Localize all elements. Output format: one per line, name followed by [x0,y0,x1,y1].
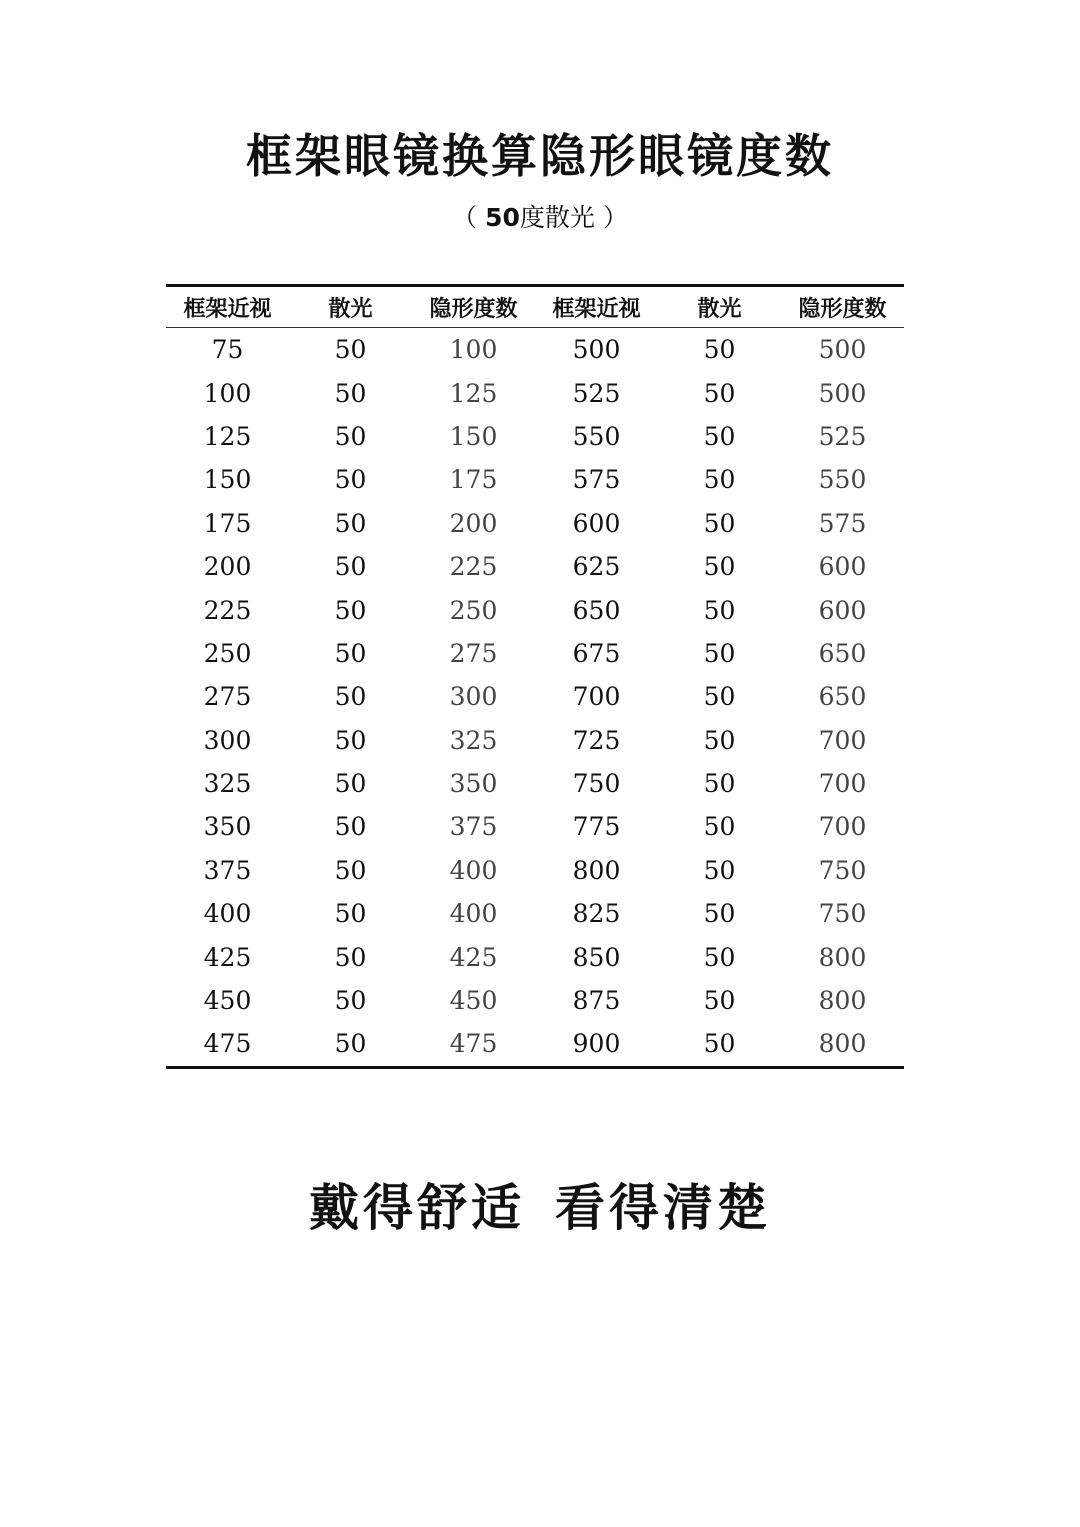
cell-astigmatism-right: 50 [703,378,736,408]
cell-contact-power-right: 650 [818,638,867,668]
conversion-table-container [166,284,904,1069]
table-row [166,675,904,718]
cell-astigmatism-right: 50 [703,595,736,625]
cell-contact-power-left: 425 [449,942,498,972]
cell-contact-power-left: 250 [449,595,498,625]
cell-astigmatism-left: 50 [334,421,367,451]
cell-astigmatism-left: 50 [334,595,367,625]
header-astigmatism-right: 散光 [658,286,781,328]
table-row [166,588,904,631]
table-body [166,328,904,1068]
cell-astigmatism-right: 50 [703,942,736,972]
cell-astigmatism-right: 50 [703,812,736,842]
slogan-part-1: 戴得舒适 [309,1178,525,1237]
cell-astigmatism-right: 50 [703,638,736,668]
cell-astigmatism-left: 50 [334,986,367,1016]
cell-contact-power-right: 500 [818,378,867,408]
table-row [166,415,904,458]
cell-astigmatism-left: 50 [289,1022,412,1067]
cell-frame-myopia-left: 400 [203,899,252,929]
cell-contact-power-right: 750 [818,855,867,885]
cell-frame-myopia-right: 675 [572,638,621,668]
cell-frame-myopia-left: 225 [203,595,252,625]
cell-astigmatism-left: 50 [334,899,367,929]
cell-frame-myopia-left: 475 [166,1022,289,1067]
cell-contact-power-left: 125 [449,378,498,408]
cell-astigmatism-right: 50 [703,465,736,495]
page-subtitle [0,196,1080,240]
cell-astigmatism-right: 50 [658,1022,781,1067]
cell-frame-myopia-left: 175 [203,508,252,538]
cell-contact-power-left: 275 [449,638,498,668]
cell-frame-myopia-left: 450 [203,986,252,1016]
cell-frame-myopia-left: 125 [203,421,252,451]
cell-astigmatism-right: 50 [703,508,736,538]
table-row [166,1022,904,1067]
cell-astigmatism-right: 50 [703,986,736,1016]
cell-astigmatism-right: 50 [703,725,736,755]
table-header-row [166,286,904,328]
cell-astigmatism-left: 50 [334,682,367,712]
cell-contact-power-right: 550 [818,465,867,495]
cell-astigmatism-left: 50 [334,769,367,799]
cell-astigmatism-left: 50 [334,552,367,582]
cell-frame-myopia-left: 150 [203,465,252,495]
cell-frame-myopia-left: 100 [203,378,252,408]
cell-frame-myopia-right: 850 [572,942,621,972]
table-row [166,892,904,935]
cell-contact-power-left: 475 [412,1022,535,1067]
cell-frame-myopia-right: 750 [572,769,621,799]
table-row [166,979,904,1022]
cell-frame-myopia-right: 875 [572,986,621,1016]
subtitle-astigmatism-value: 50 [485,203,520,232]
cell-frame-myopia-left: 300 [203,725,252,755]
table-row [166,849,904,892]
cell-astigmatism-right: 50 [703,552,736,582]
cell-contact-power-left: 150 [449,421,498,451]
cell-frame-myopia-right: 825 [572,899,621,929]
cell-contact-power-right: 525 [818,421,867,451]
cell-frame-myopia-right: 900 [535,1022,658,1067]
cell-astigmatism-left: 50 [334,638,367,668]
cell-frame-myopia-right: 575 [572,465,621,495]
header-contact-power-left: 隐形度数 [412,286,535,328]
table-row [166,935,904,978]
cell-frame-myopia-right: 500 [572,335,621,365]
cell-contact-power-left: 400 [449,899,498,929]
cell-astigmatism-left: 50 [334,812,367,842]
cell-contact-power-right: 575 [818,508,867,538]
cell-frame-myopia-left: 375 [203,855,252,885]
header-frame-myopia-right: 框架近视 [535,286,658,328]
cell-contact-power-right: 800 [781,1022,904,1067]
cell-astigmatism-left: 50 [334,508,367,538]
cell-contact-power-right: 600 [818,552,867,582]
cell-frame-myopia-left: 275 [203,682,252,712]
cell-contact-power-left: 100 [449,335,498,365]
table-row [166,458,904,501]
cell-contact-power-left: 325 [449,725,498,755]
subtitle-open-paren: （ [452,203,486,232]
cell-frame-myopia-right: 550 [572,421,621,451]
cell-astigmatism-left: 50 [334,378,367,408]
header-contact-power-right: 隐形度数 [781,286,904,328]
cell-frame-myopia-left: 425 [203,942,252,972]
cell-contact-power-left: 350 [449,769,498,799]
cell-astigmatism-left: 50 [334,942,367,972]
slogan [0,1172,1080,1244]
cell-contact-power-left: 225 [449,552,498,582]
cell-astigmatism-right: 50 [703,769,736,799]
cell-contact-power-left: 400 [449,855,498,885]
cell-contact-power-right: 800 [818,986,867,1016]
cell-astigmatism-left: 50 [334,335,367,365]
subtitle-text: 度散光 [519,203,603,232]
cell-astigmatism-right: 50 [703,682,736,712]
cell-frame-myopia-right: 650 [572,595,621,625]
cell-contact-power-right: 800 [818,942,867,972]
cell-frame-myopia-right: 725 [572,725,621,755]
cell-frame-myopia-left: 75 [211,335,244,365]
cell-contact-power-right: 700 [818,769,867,799]
cell-frame-myopia-left: 350 [203,812,252,842]
cell-astigmatism-right: 50 [703,335,736,365]
cell-astigmatism-left: 50 [334,725,367,755]
table-row [166,502,904,545]
cell-contact-power-right: 600 [818,595,867,625]
cell-astigmatism-left: 50 [334,855,367,885]
table-row [166,719,904,762]
cell-astigmatism-right: 50 [703,899,736,929]
table-row [166,328,904,372]
cell-contact-power-left: 450 [449,986,498,1016]
cell-frame-myopia-right: 800 [572,855,621,885]
header-frame-myopia-left: 框架近视 [166,286,289,328]
cell-frame-myopia-left: 200 [203,552,252,582]
slogan-part-2: 看得清楚 [555,1178,771,1237]
cell-frame-myopia-left: 250 [203,638,252,668]
cell-frame-myopia-right: 600 [572,508,621,538]
cell-astigmatism-left: 50 [334,465,367,495]
cell-contact-power-left: 200 [449,508,498,538]
cell-astigmatism-right: 50 [703,855,736,885]
cell-contact-power-right: 650 [818,682,867,712]
cell-contact-power-right: 700 [818,812,867,842]
cell-frame-myopia-right: 700 [572,682,621,712]
cell-frame-myopia-right: 775 [572,812,621,842]
cell-contact-power-right: 700 [818,725,867,755]
cell-contact-power-right: 500 [818,335,867,365]
cell-contact-power-left: 375 [449,812,498,842]
header-astigmatism-left: 散光 [289,286,412,328]
cell-contact-power-right: 750 [818,899,867,929]
conversion-table [166,284,904,1069]
table-row [166,371,904,414]
page-title: 框架眼镜换算隐形眼镜度数 [246,129,834,183]
table-row [166,805,904,848]
cell-astigmatism-right: 50 [703,421,736,451]
subtitle-close-paren: ） [602,203,628,232]
cell-contact-power-left: 175 [449,465,498,495]
cell-contact-power-left: 300 [449,682,498,712]
table-row [166,632,904,675]
cell-frame-myopia-right: 625 [572,552,621,582]
table-row [166,762,904,805]
cell-frame-myopia-right: 525 [572,378,621,408]
cell-frame-myopia-left: 325 [203,769,252,799]
table-row [166,545,904,588]
